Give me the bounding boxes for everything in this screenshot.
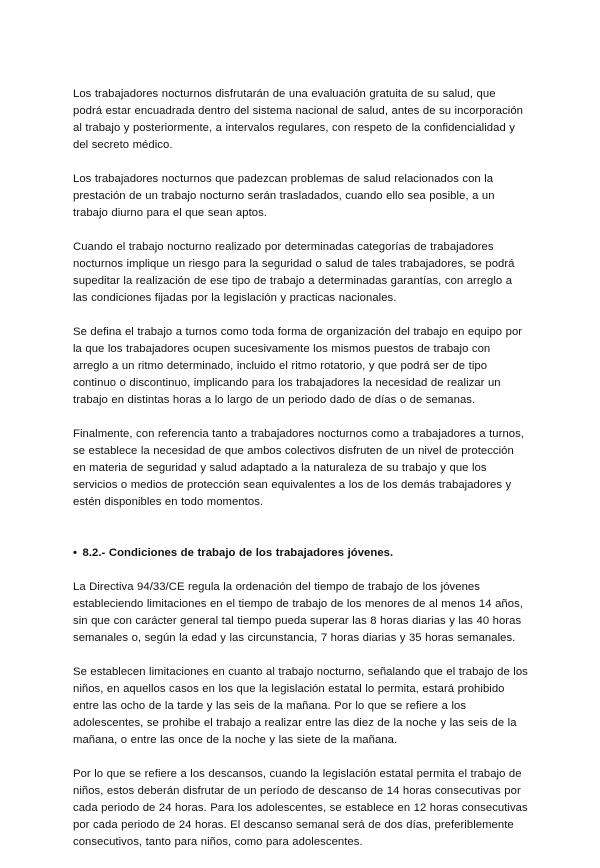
paragraph-protection-level: Finalmente, con referencia tanto a trabajadores nocturnos como a trabajadores a turnos, se establece la necesidad de que ambos colectivos disfruten de un nivel de protección en materia de seguridad y salud adaptado a la naturaleza de su trabajo y que los servicios o medios de protección sean equivalentes a los de los demás trabajadores y estén disponibles en todo momentos. [73,428,524,508]
paragraph-health-transfer: Los trabajadores nocturnos que padezcan problemas de salud relacionados con la prestación de un trabajo nocturno serán trasladados, cuando ello sea posible, a un trabajo diurno para el que sean aptos. [73,173,495,219]
section-heading [73,528,528,562]
paragraph-shift-work-definition: Se defina el trabajo a turnos como toda forma de organización del trabajo en equipo por la que los trabajadores ocupen sucesivamente los mismos puestos de trabajo con arreglo a un ritmo determinado, incluido el ritmo rotatorio, y que podrá ser de tipo continuo o discontinuo, implicando para los trabajadores la necesidad de realizar un trabajo en distintas horas a lo largo de un periodo dado de días o de semanas. [73,326,523,406]
section-title: 8.2.- Condiciones de trabajo de los trabajadores jóvenes. [82,547,394,559]
paragraph-risk-guarantees: Cuando el trabajo nocturno realizado por determinadas categorías de trabajadores nocturnos implique un riesgo para la seguridad o salud de tales trabajadores, se podrá supeditar la realización de ese tipo de trabajo a determinadas garantías, con arreglo a las condiciones fijadas por la legislación y practicas nacionales. [73,241,515,304]
paragraph-health-evaluation: Los trabajadores nocturnos disfrutarán de una evaluación gratuita de su salud, que podrá estar encuadrada dentro del sistema nacional de salud, antes de su incorporación al trabajo y posteriormente, a intervalos regulares, con respeto de la confidencialidad y del secreto médico. [73,88,524,151]
paragraph-night-work-limits: Se establecen limitaciones en cuanto al trabajo nocturno, señalando que el trabajo de los niños, en aquellos casos en los que la legislación estatal lo permita, estará prohibido entre las ocho de la tarde y las seis de la mañana. Por lo que se refiere a los adolescentes, se prohibe el trabajo a realizar entre las diez de la noche y las seis de la mañana, o entre las once de la noche y las siete de la mañana. [73,666,528,746]
paragraph-directive-working-time: La Directiva 94/33/CE regula la ordenación del tiempo de trabajo de los jóvenes estableciendo limitaciones en el tiempo de trabajo de los menores de al menos 14 años, sin que con carácter general tal tiempo pueda superar las 8 horas diarias y las 40 horas semanales o, según la edad y las circunstancia, 7 horas diarias y 35 horas semanales. [73,581,523,644]
paragraph-rest-periods: Por lo que se refiere a los descansos, cuando la legislación estatal permita el trabajo de niños, estos deberán disfrutar de un período de descanso de 14 horas consecutivas por cada periodo de 24 horas. Para los adolescentes, se establece en 12 horas consecutivas por cada periodo de 24 horas. El descanso semanal será de dos días, preferiblemente consecutivos, tanto para niños, como para adolescentes. [73,768,528,848]
bullet-icon: • [73,547,78,559]
document-body [73,86,528,868]
